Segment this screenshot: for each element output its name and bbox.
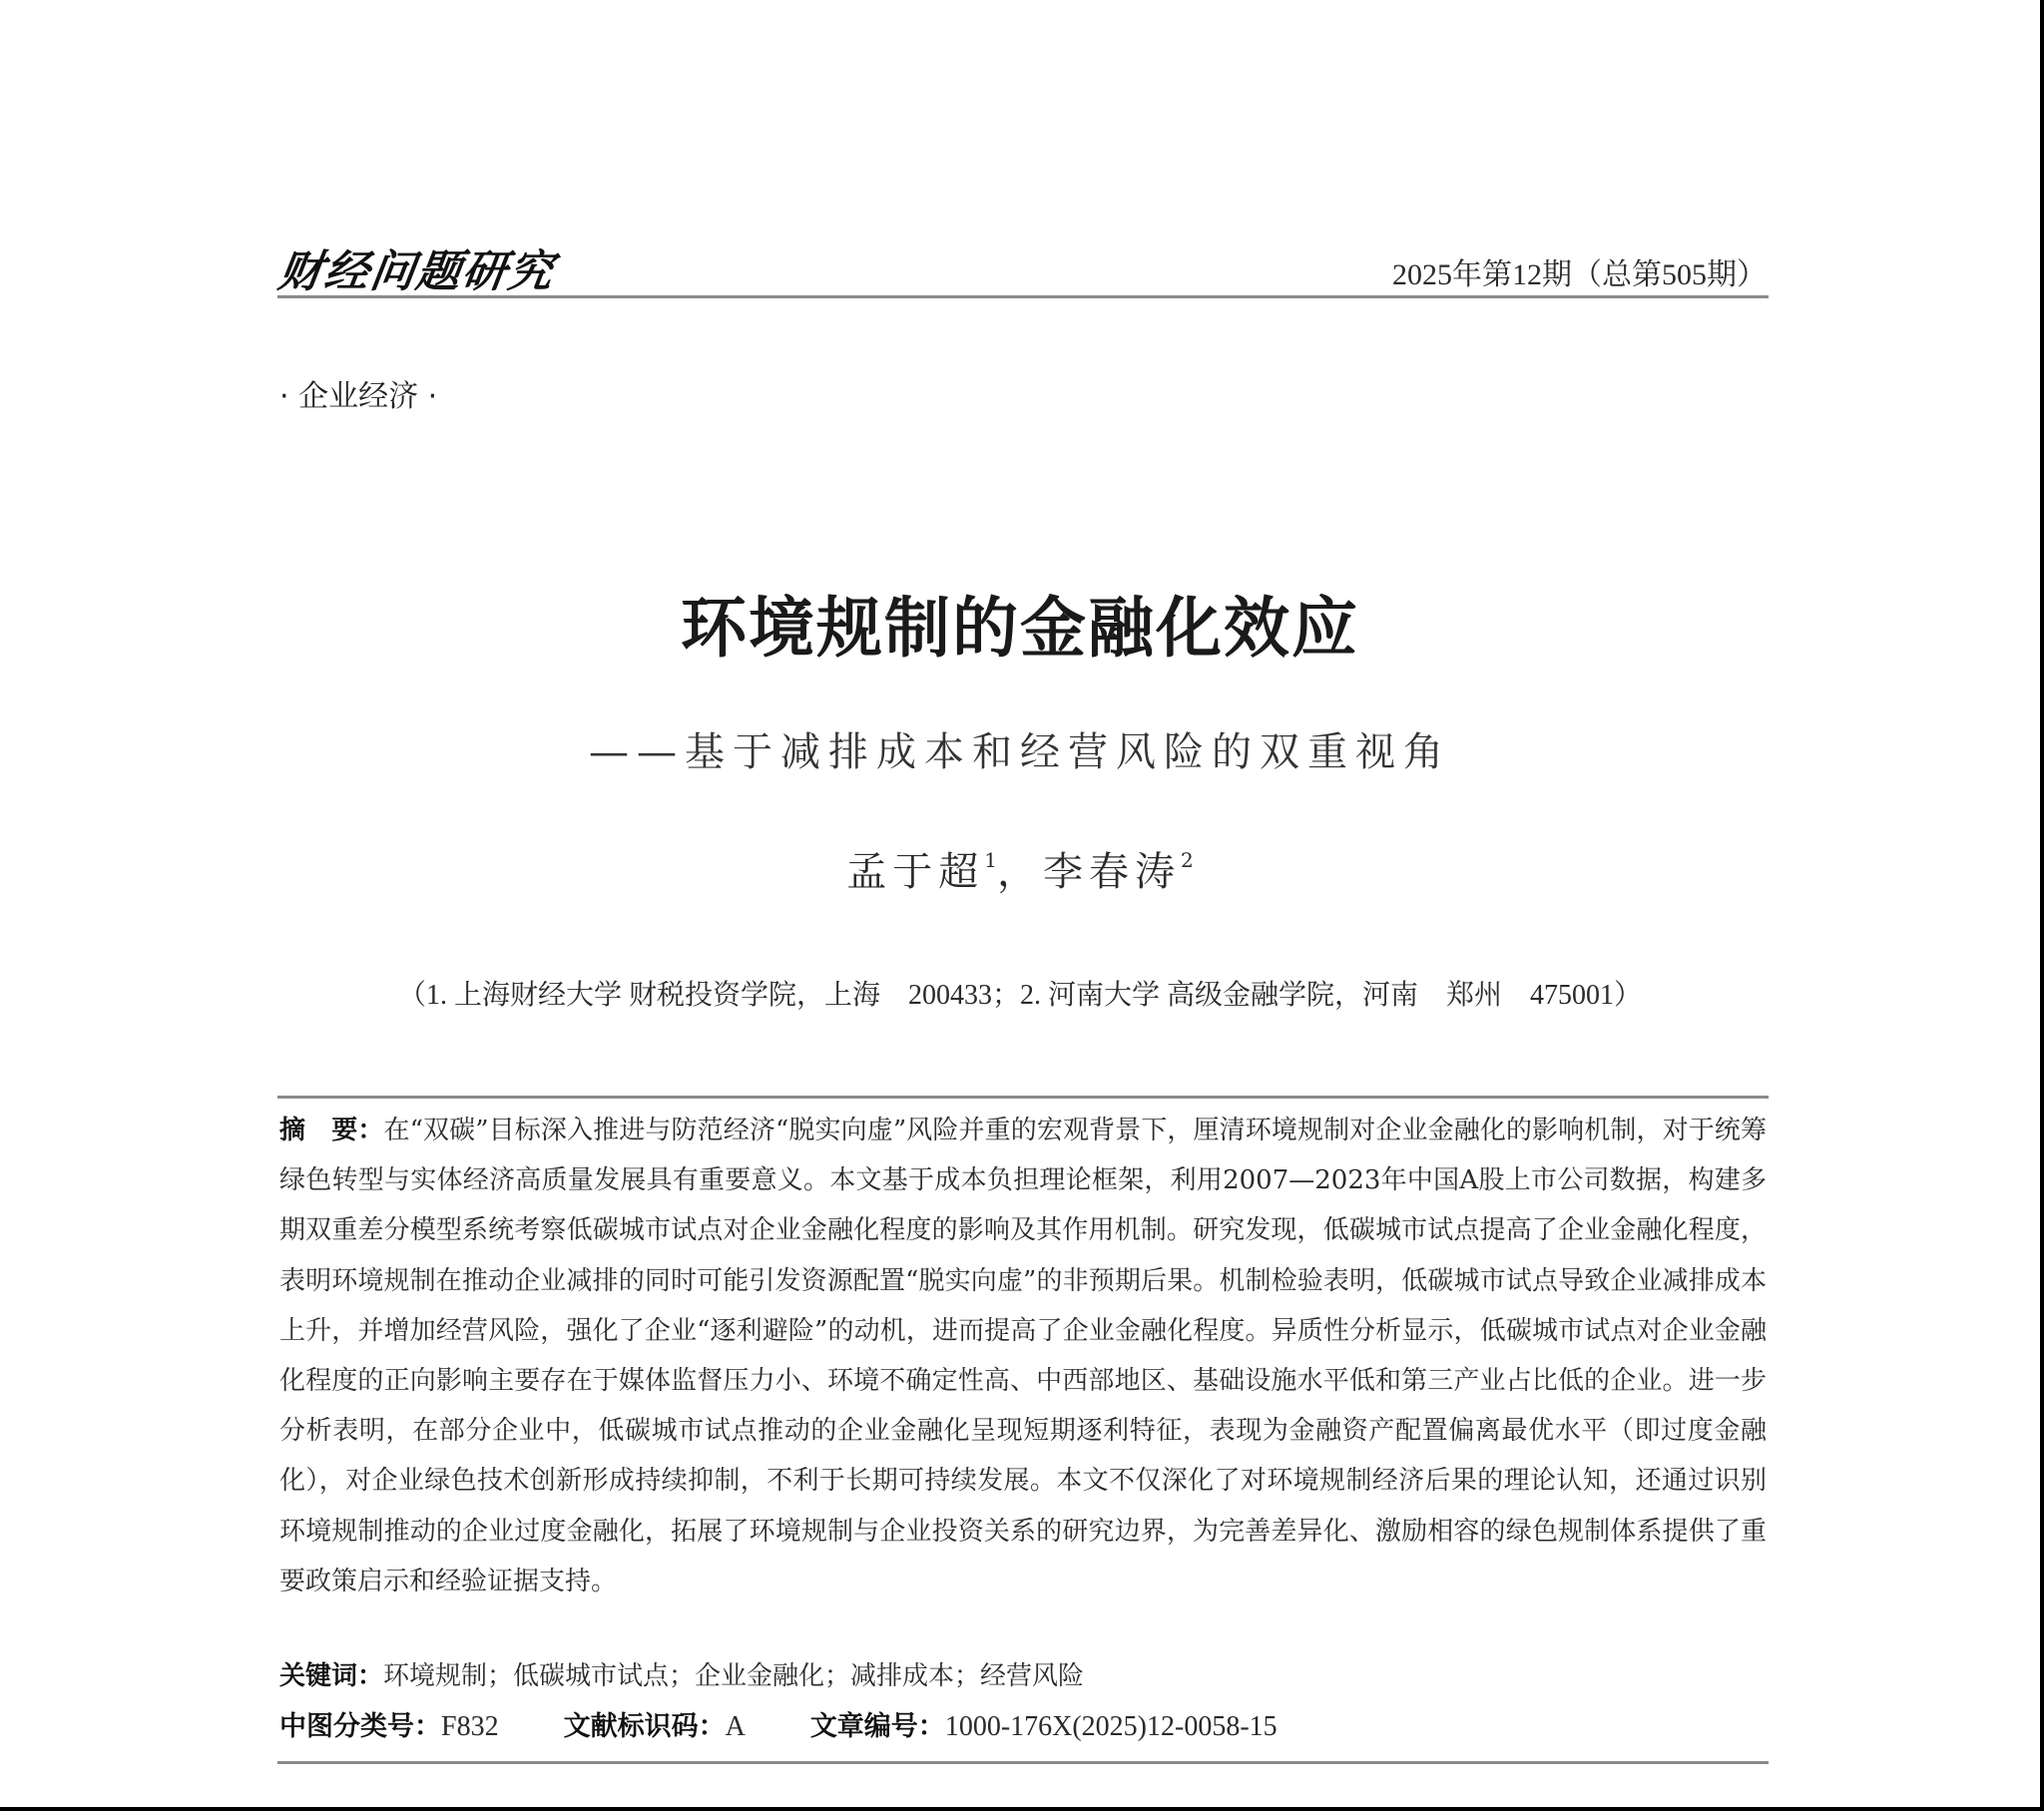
article-number xyxy=(810,1704,1278,1743)
abstract-label: 摘 要： xyxy=(279,1116,384,1145)
clc-value: F832 xyxy=(441,1711,499,1742)
journal-logo: 财经问题研究 xyxy=(274,246,558,297)
affiliation-mark: 1 xyxy=(984,848,997,872)
keywords xyxy=(279,1655,1084,1692)
issue-info: 2025年第12期（总第505期） xyxy=(1392,258,1767,291)
section-tag: · 企业经济 · xyxy=(279,379,438,414)
running-header xyxy=(274,235,1769,298)
clc-number xyxy=(279,1704,499,1743)
article-number-label: 文章编号： xyxy=(809,1711,945,1742)
document-code xyxy=(564,1704,746,1743)
abstract-text: 在“双碳”目标深入推进与防范经济“脱实向虚”风险并重的宏观背景下，厘清环境规制对企业金融化的影响机制，对于统筹绿色转型与实体经济高质量发展具有重要意义。本文基于成本负担理论框架，利用2007—2023年中国A股上市公司数据，构建多期双重差分模型系统考察低碳城市试点对企业金融化程度的影响及其作用机制。研究发现，低碳城市试点提高了企业金融化程度，表明环境规制在推动企业减排的同时可能引发资源配置“脱实向虚”的非预期后果。机制检验表明，低碳城市试点导致企业减排成本上升，并增加经营风险，强化了企业“逐利避险”的动机，进而提高了企业金融化程度。异质性分析显示，低碳城市试点对企业金融化程度的正向影响主要存在于媒体监督压力小、环境不确定性高、中西部地区、基础设施水平低和第三产业占比低的企业。进一步分析表明，在部分企业中，低碳城市试点推动的企业金融化呈现短期逐利特征，表现为金融资产配置偏离最优水平（即过度金融化），对企业绿色技术创新形成持续抑制，不利于长期可持续发展。本文不仅深化了对环境规制经济后果的理论认知，还通过识别环境规制推动的企业过度金融化，拓展了环境规制与企业投资关系的研究边界，为完善差异化、激励相容的绿色规制体系提供了重要政策启示和经验证据支持。 xyxy=(279,1116,1767,1596)
author-name: 孟于超 xyxy=(846,849,985,895)
document-code-value: A xyxy=(725,1711,746,1742)
classification-info xyxy=(279,1704,1335,1743)
article-subtitle: ——基于减排成本和经营风险的双重视角 xyxy=(589,729,1451,775)
abstract-top-rule xyxy=(277,1096,1769,1099)
article-number-value: 1000-176X(2025)12-0058-15 xyxy=(944,1711,1278,1742)
author-name: 李春涛 xyxy=(1043,849,1181,895)
abstract xyxy=(279,1106,1767,1606)
document-code-label: 文献标识码： xyxy=(563,1711,726,1742)
author-list xyxy=(0,840,2040,897)
author-separator: ， xyxy=(997,849,1043,895)
affiliation-mark: 2 xyxy=(1181,848,1194,872)
keywords-list: 环境规制；低碳城市试点；企业金融化；减排成本；经营风险 xyxy=(383,1661,1085,1691)
affiliations: （1. 上海财经大学 财税投资学院，上海 200433；2. 河南大学 高级金融学院，河南 郑州 475001） xyxy=(397,980,1642,1011)
abstract-bottom-rule xyxy=(277,1761,1769,1764)
keywords-label: 关键词： xyxy=(279,1661,384,1691)
clc-label: 中图分类号： xyxy=(279,1711,441,1742)
article-title: 环境规制的金融化效应 xyxy=(681,590,1359,667)
